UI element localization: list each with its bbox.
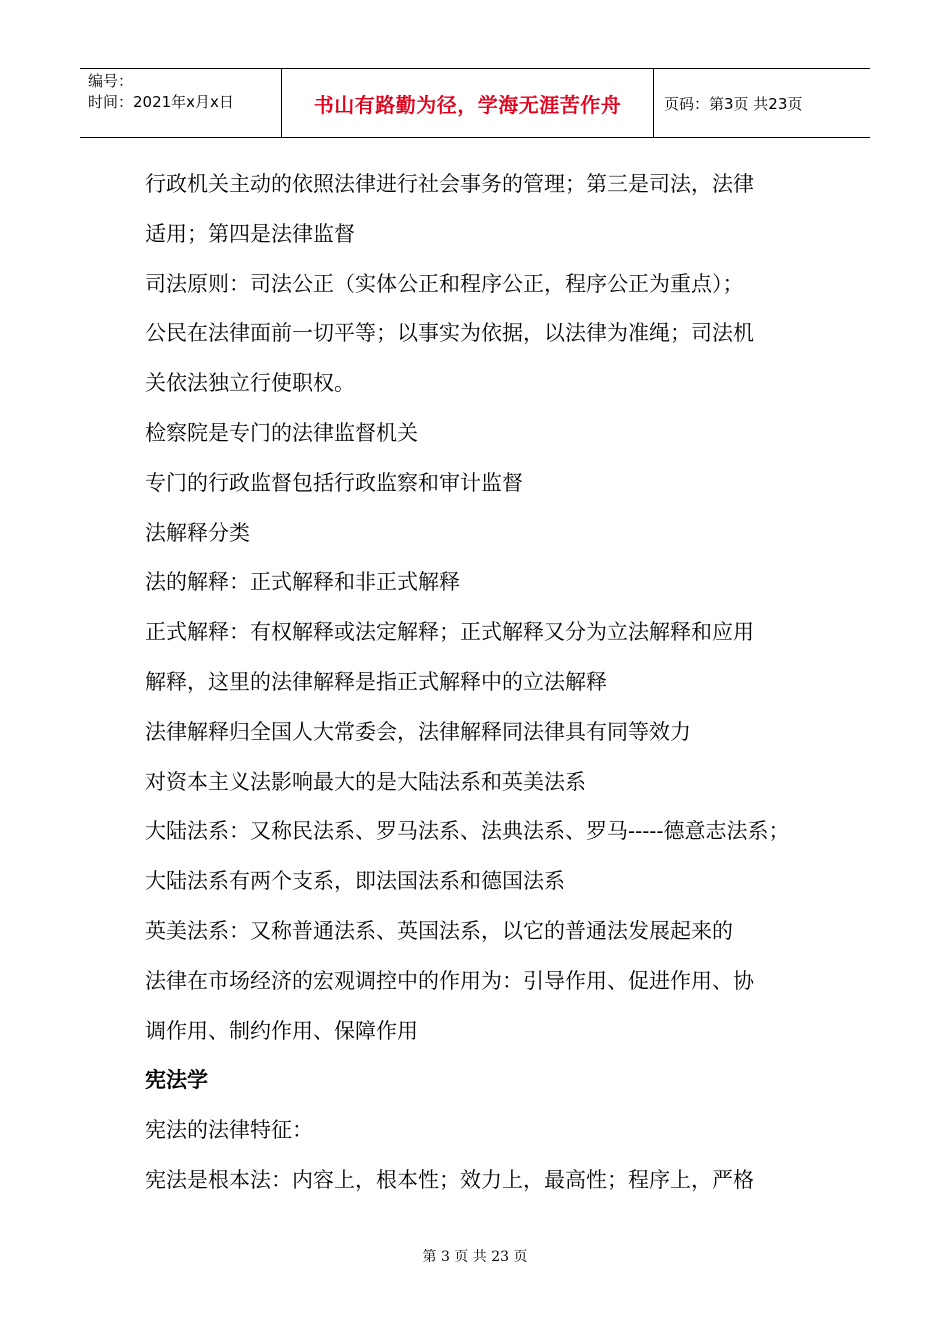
body-text-line: 调作用、制约作用、保障作用 bbox=[145, 1018, 418, 1043]
body-text-line: 公民在法律面前一切平等；以事实为依据，以法律为准绳；司法机 bbox=[145, 321, 754, 346]
body-text-line: 适用；第四是法律监督 bbox=[145, 221, 355, 246]
body-text-line: 法的解释：正式解释和非正式解释 bbox=[145, 570, 460, 595]
header-page-code: 页码：第3页 共23页 bbox=[664, 94, 803, 113]
header-page-cell bbox=[654, 69, 870, 137]
document-time-label: 时间：2021年x月x日 bbox=[88, 93, 234, 111]
body-text-line: 英美法系：又称普通法系、英国法系，以它的普通法发展起来的 bbox=[145, 918, 733, 943]
body-text-line: 行政机关主动的依照法律进行社会事务的管理；第三是司法，法律 bbox=[145, 172, 754, 196]
body-text-line: 专门的行政监督包括行政监察和审计监督 bbox=[145, 470, 523, 495]
page-header bbox=[80, 68, 870, 138]
body-text-line: 宪法是根本法：内容上，根本性；效力上，最高性；程序上，严格 bbox=[145, 1167, 754, 1192]
body-text-line: 宪法的法律特征： bbox=[145, 1118, 313, 1143]
body-text-line: 对资本主义法影响最大的是大陆法系和英美法系 bbox=[145, 769, 586, 794]
body-text-line: 正式解释：有权解释或法定解释；正式解释又分为立法解释和应用 bbox=[145, 620, 754, 645]
header-motto: 书山有路勤为径，学海无涯苦作舟 bbox=[313, 92, 622, 117]
body-text-line: 大陆法系：又称民法系、罗马法系、法典法系、罗马-----德意志法系； bbox=[145, 819, 790, 844]
section-heading: 宪法学 bbox=[145, 1068, 208, 1093]
body-text-line: 法解释分类 bbox=[145, 520, 250, 545]
body-text-line: 大陆法系有两个支系，即法国法系和德国法系 bbox=[145, 869, 565, 894]
body-text-line: 法律在市场经济的宏观调控中的作用为：引导作用、促进作用、协 bbox=[145, 968, 754, 993]
body-text-line: 解释，这里的法律解释是指正式解释中的立法解释 bbox=[145, 669, 607, 694]
header-meta-cell bbox=[80, 69, 282, 137]
body-text-line: 司法原则：司法公正（实体公正和程序公正，程序公正为重点）； bbox=[145, 271, 744, 296]
document-body bbox=[145, 160, 845, 1206]
body-text-line: 关依法独立行使职权。 bbox=[145, 371, 355, 396]
page-footer bbox=[0, 1246, 950, 1266]
document-number-label: 编号： bbox=[88, 72, 134, 90]
footer-page-number: 第 3 页 共 23 页 bbox=[422, 1249, 528, 1265]
body-text-line: 检察院是专门的法律监督机关 bbox=[145, 420, 418, 445]
header-motto-cell bbox=[282, 69, 654, 137]
body-text-line: 法律解释归全国人大常委会，法律解释同法律具有同等效力 bbox=[145, 719, 691, 744]
